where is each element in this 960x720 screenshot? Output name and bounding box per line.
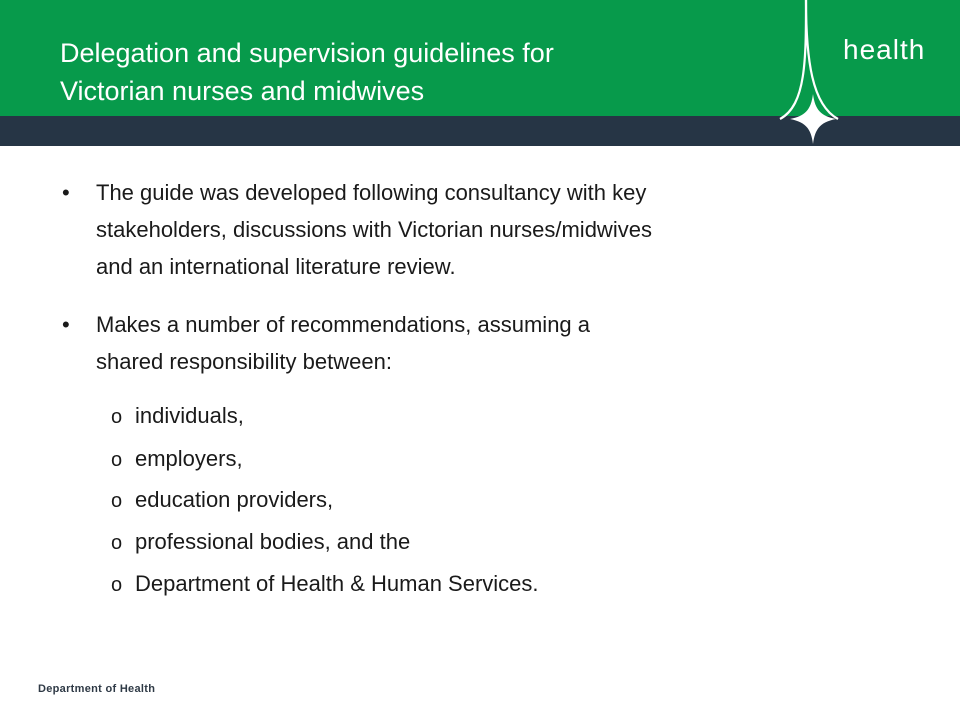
- bullet-marker: •: [62, 312, 70, 337]
- sub-list-text: individuals,: [135, 403, 244, 428]
- sub-list-item: [111, 441, 243, 478]
- sub-list-marker: o: [111, 449, 123, 471]
- bullet-line: The guide was developed following consultancy with key: [96, 180, 647, 205]
- sub-list-marker: o: [111, 490, 123, 512]
- slide-title-line: Victorian nurses and midwives: [60, 76, 425, 106]
- bullet-marker: •: [62, 180, 70, 205]
- sub-list-marker: o: [111, 532, 123, 554]
- sub-list-text: education providers,: [135, 487, 334, 512]
- sub-list-text: employers,: [135, 446, 243, 471]
- slide-title-line: Delegation and supervision guidelines for: [60, 38, 554, 68]
- bullet-paragraph: [96, 174, 856, 285]
- sub-list-text: Department of Health & Human Services.: [135, 571, 539, 596]
- bullet-line: shared responsibility between:: [96, 349, 392, 374]
- sub-list-marker: o: [111, 574, 123, 596]
- sub-list-text: professional bodies, and the: [135, 529, 411, 554]
- sub-list-item: [111, 482, 333, 519]
- sub-list-item: [111, 566, 539, 603]
- brand-wordmark: health: [843, 34, 926, 65]
- footer-department-logo: Department of Health: [38, 683, 156, 695]
- bullet-line: and an international literature review.: [96, 254, 456, 279]
- sub-list-item: [111, 524, 410, 561]
- bullet-paragraph: [96, 306, 856, 380]
- sub-list-item: [111, 398, 244, 435]
- sub-list-marker: o: [111, 406, 123, 428]
- bullet-line: stakeholders, discussions with Victorian nurses/midwives: [96, 217, 652, 242]
- bullet-line: Makes a number of recommendations, assuming a: [96, 312, 591, 337]
